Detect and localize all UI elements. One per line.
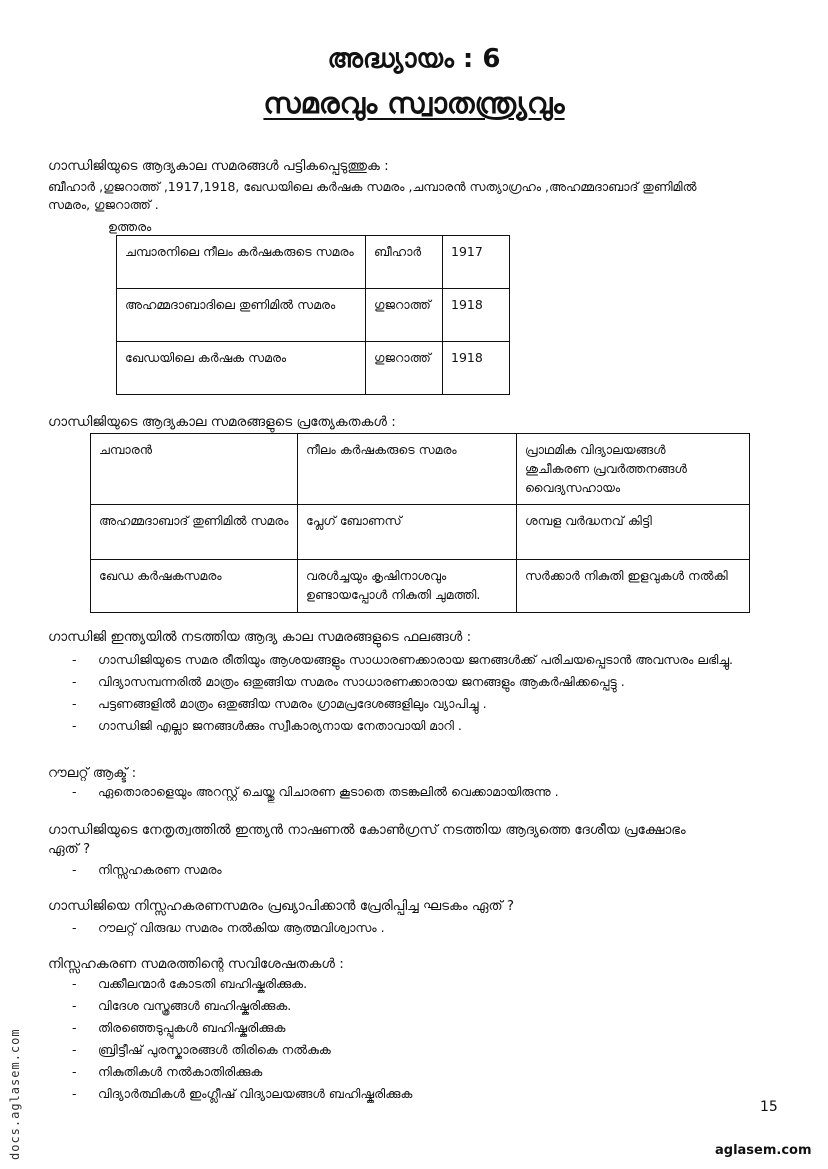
brand-link[interactable]: aglasem.com <box>715 1143 812 1158</box>
list-item: - വിദേശ വസ്ത്രങ്ങൾ ബഹിഷ്കരിക്കുക. <box>72 998 292 1013</box>
struggle-cell: ഖേഡ കർഷകസമരം <box>91 560 298 613</box>
result-line: ശമ്പള വർദ്ധനവ് കിട്ടി <box>525 513 652 528</box>
chapter-number: അദ്ധ്യായം : 6 <box>327 44 501 74</box>
section2-question: ഗാന്ധിജിയുടെ ആദ്യകാല സമരങ്ങളുടെ പ്രത്യേകതകൾ : <box>48 414 396 430</box>
list-item: - പട്ടണങ്ങളിൽ മാത്രം ഒതുങ്ങിയ സമരം ഗ്രാമപ്രദേശങ്ങളിലും വ്യാപിച്ചു . <box>72 696 487 711</box>
state-cell: ഗുജറാത്ത് <box>366 289 443 342</box>
side-watermark: docs.aglasem.com <box>8 1028 22 1160</box>
movement-list <box>72 861 772 883</box>
result-cell <box>517 505 750 560</box>
list-item: - വിദ്യാസമ്പന്നരിൽ മാത്രം ഒതുങ്ങിയ സമരം സാധാരണക്കാരായ ജനങ്ങളും ആകർഷിക്കപ്പെട്ടു . <box>72 674 625 689</box>
list-item: - തിരഞ്ഞെടുപ്പുകൾ ബഹിഷ്കരിക്കുക <box>72 1020 286 1035</box>
state-cell: ബീഹാർ <box>366 236 443 289</box>
section5-question-line2: ഏത് ? <box>48 841 91 857</box>
list-item: - വിദ്യാർത്ഥികൾ ഇംഗ്ലീഷ് വിദ്യാലയങ്ങൾ ബഹിഷ്കരിക്കുക <box>72 1086 413 1101</box>
results-list <box>72 651 772 739</box>
list-item: - ഗാന്ധിജിയുടെ സമര രീതിയും ആശയങ്ങളും സാധാരണക്കാരായ ജനങ്ങൾക്ക് പരിചയപ്പെടാൻ അവസരം ലഭിച്ചു. <box>72 652 734 667</box>
early-struggles-table <box>116 235 510 395</box>
table-row <box>117 236 510 289</box>
section7-question: നിസ്സഹകരണ സമരത്തിന്റെ സവിശേഷതകൾ : <box>48 956 344 972</box>
section1-line1: ബീഹാർ ,ഗുജറാത്ത് ,1917,1918, ഖേഡയിലെ കർഷക സമരം ,ചമ്പാരൻ സത്യാഗ്രഹം ,അഹമ്മദാബാദ് തുണിമിൽ <box>48 179 697 194</box>
features-list <box>72 975 772 1107</box>
table-row <box>91 434 750 505</box>
section1-line2: സമരം, ഗുജറാത്ത് . <box>48 197 159 212</box>
list-item: - നികുതികൾ നൽകാതിരിക്കുക <box>72 1064 263 1079</box>
issue-cell: പ്ലേഗ് ബോണസ് <box>298 505 517 560</box>
list-item: - റൗലറ്റ് വിരുദ്ധ സമരം നൽകിയ ആത്മവിശ്വാസം . <box>72 920 385 935</box>
table-row <box>117 342 510 395</box>
table-row <box>117 289 510 342</box>
struggle-cell: ചമ്പാരനിലെ നീലം കർഷകരുടെ സമരം <box>117 236 366 289</box>
section6-question: ഗാന്ധിജിയെ നിസ്സഹകരണസമരം പ്രഖ്യാപിക്കാൻ പ്രേരിപ്പിച്ച ഘടകം ഏത് ? <box>48 898 515 914</box>
struggle-features-table <box>90 433 750 613</box>
list-item: - ഏതൊരാളെയും അറസ്റ്റ് ചെയ്തു വിചാരണ കൂടാതെ തടങ്കലിൽ വെക്കാമായിരുന്നു . <box>72 784 559 799</box>
issue-cell: നീലം കർഷകരുടെ സമരം <box>298 434 517 505</box>
year-cell: 1917 <box>443 236 510 289</box>
result-cell <box>517 434 750 505</box>
answer-label: ഉത്തരം <box>108 219 152 234</box>
result-cell <box>517 560 750 613</box>
factor-list <box>72 919 772 941</box>
table-row <box>91 505 750 560</box>
rowlatt-list <box>72 783 772 805</box>
section3-question: ഗാന്ധിജി ഇന്ത്യയിൽ നടത്തിയ ആദ്യ കാല സമരങ്ങളുടെ ഫലങ്ങൾ : <box>48 629 472 645</box>
result-line: സർക്കാർ നികുതി ഇളവുകൾ നൽകി <box>525 568 728 583</box>
section4-question: റൗലറ്റ് ആക്ട് : <box>48 765 137 781</box>
struggle-cell: അഹമ്മദാബാദ് തുണിമിൽ സമരം <box>91 505 298 560</box>
result-line: വൈദ്യസഹായം <box>525 480 621 495</box>
list-item: - വക്കീലന്മാർ കോടതി ബഹിഷ്കരിക്കുക. <box>72 976 308 991</box>
list-item: - ബ്രിട്ടീഷ് പുരസ്കാരങ്ങൾ തിരികെ നൽകുക <box>72 1042 331 1057</box>
state-cell: ഗുജറാത്ത് <box>366 342 443 395</box>
list-item: - ഗാന്ധിജി എല്ലാ ജനങ്ങൾക്കും സ്വീകാര്യനായ നേതാവായി മാറി . <box>72 718 462 733</box>
struggle-cell: ചമ്പാരൻ <box>91 434 298 505</box>
chapter-title-text: സമരവും സ്വാതന്ത്ര്യവും <box>263 86 565 120</box>
page-number: 15 <box>760 1099 778 1115</box>
struggle-cell: ഖേഡയിലെ കർഷക സമരം <box>117 342 366 395</box>
table-row <box>91 560 750 613</box>
result-line: ശുചീകരണ പ്രവർത്തനങ്ങൾ <box>525 461 687 476</box>
chapter-title <box>0 86 828 121</box>
year-cell: 1918 <box>443 342 510 395</box>
struggle-cell: അഹമ്മദാബാദിലെ തുണിമിൽ സമരം <box>117 289 366 342</box>
section1-question: ഗാന്ധിജിയുടെ ആദ്യകാല സമരങ്ങൾ പട്ടികപ്പെടുത്തുക : <box>48 158 389 174</box>
year-cell: 1918 <box>443 289 510 342</box>
list-item: - നിസ്സഹകരണ സമരം <box>72 862 222 877</box>
issue-cell: വരൾച്ചയും കൃഷിനാശവും ഉണ്ടായപ്പോൾ നികുതി ചുമത്തി. <box>298 560 517 613</box>
result-line: പ്രാഥമിക വിദ്യാലയങ്ങൾ <box>525 442 666 457</box>
section5-question-line1: ഗാന്ധിജിയുടെ നേതൃത്വത്തിൽ ഇന്ത്യൻ നാഷണൽ കോൺഗ്രസ് നടത്തിയ ആദ്യത്തെ ദേശീയ പ്രക്ഷോഭം <box>48 822 686 838</box>
